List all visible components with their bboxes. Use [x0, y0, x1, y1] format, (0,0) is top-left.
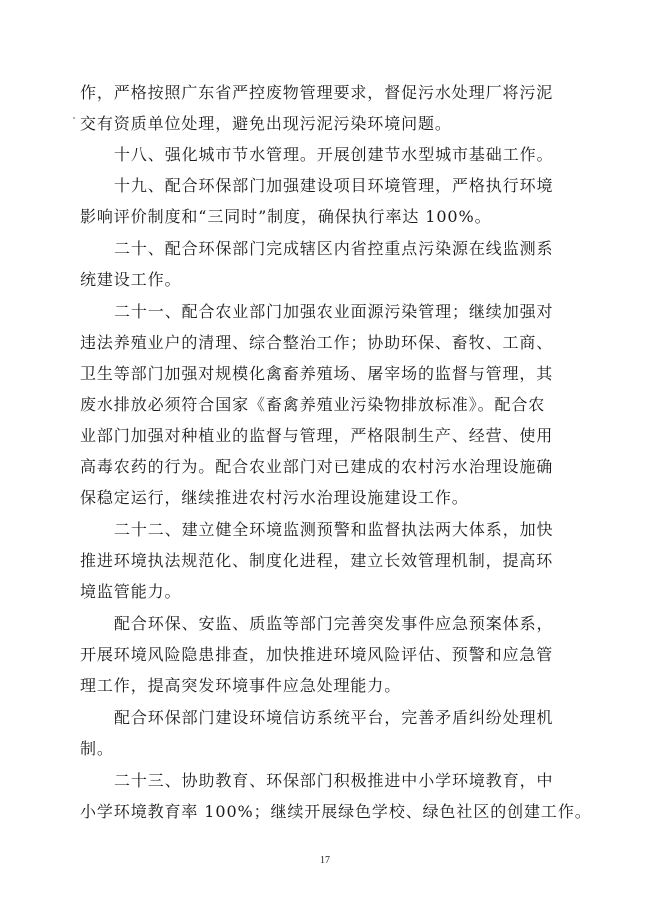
item-21-heading: 二十一、配合农业部门加强农业面源污染管理；继续加强对 — [114, 302, 554, 321]
text-line: 保稳定运行，继续推进农村污水治理设施建设工作。 — [80, 488, 469, 507]
text-line: 开展环境风险隐患排查，加快推进环境风险评估、预警和应急管 — [80, 645, 554, 664]
paragraph-start: 配合环保、安监、质监等部门完善突发事件应急预案体系， — [114, 614, 554, 633]
text-line: 推进环境执法规范化、制度化进程，建立长效管理机制，提高环 — [80, 551, 554, 570]
item-19-heading: 十九、配合环保部门加强建设项目环境管理，严格执行环境 — [114, 176, 554, 195]
text-line: 理工作，提高突发环境事件应急处理能力。 — [80, 676, 402, 695]
text-line: 小学环境教育率 100%；继续开展绿色学校、绿色社区的创建工作。 — [80, 802, 592, 821]
page-number: 17 — [320, 855, 330, 866]
text-line: 作，严格按照广东省严控废物管理要求，督促污水处理厂将污泥 — [80, 83, 554, 102]
text-line: 影响评价制度和“三同时”制度，确保执行率达 100%。 — [80, 207, 492, 226]
scan-speck — [73, 117, 75, 119]
text-line: 交有资质单位处理，避免出现污泥污染环境问题。 — [80, 114, 452, 133]
text-line: 统建设工作。 — [80, 270, 182, 289]
text-line: 高毒农药的行为。配合农业部门对已建成的农村污水治理设施确 — [80, 457, 554, 476]
text-line: 违法养殖业户的清理、综合整治工作；协助环保、畜牧、工商、 — [80, 333, 554, 352]
text-line: 废水排放必须符合国家《畜禽养殖业污染物排放标准》。配合农 — [80, 395, 546, 414]
item-18-heading: 十八、强化城市节水管理。开展创建节水型城市基础工作。 — [114, 145, 554, 164]
text-line: 制。 — [80, 739, 114, 758]
paragraph-start: 配合环保部门建设环境信访系统平台，完善矛盾纠纷处理机 — [114, 708, 554, 727]
text-line: 境监管能力。 — [80, 582, 182, 601]
item-22-heading: 二十二、建立健全环境监测预警和监督执法两大体系，加快 — [114, 520, 554, 539]
text-line: 卫生等部门加强对规模化禽畜养殖场、屠宰场的监督与管理，其 — [80, 364, 554, 383]
text-line: 业部门加强对种植业的监督与管理，严格限制生产、经营、使用 — [80, 426, 554, 445]
item-20-heading: 二十、配合环保部门完成辖区内省控重点污染源在线监测系 — [114, 239, 554, 258]
item-23-heading: 二十三、协助教育、环保部门积极推进中小学环境教育，中 — [114, 771, 554, 790]
